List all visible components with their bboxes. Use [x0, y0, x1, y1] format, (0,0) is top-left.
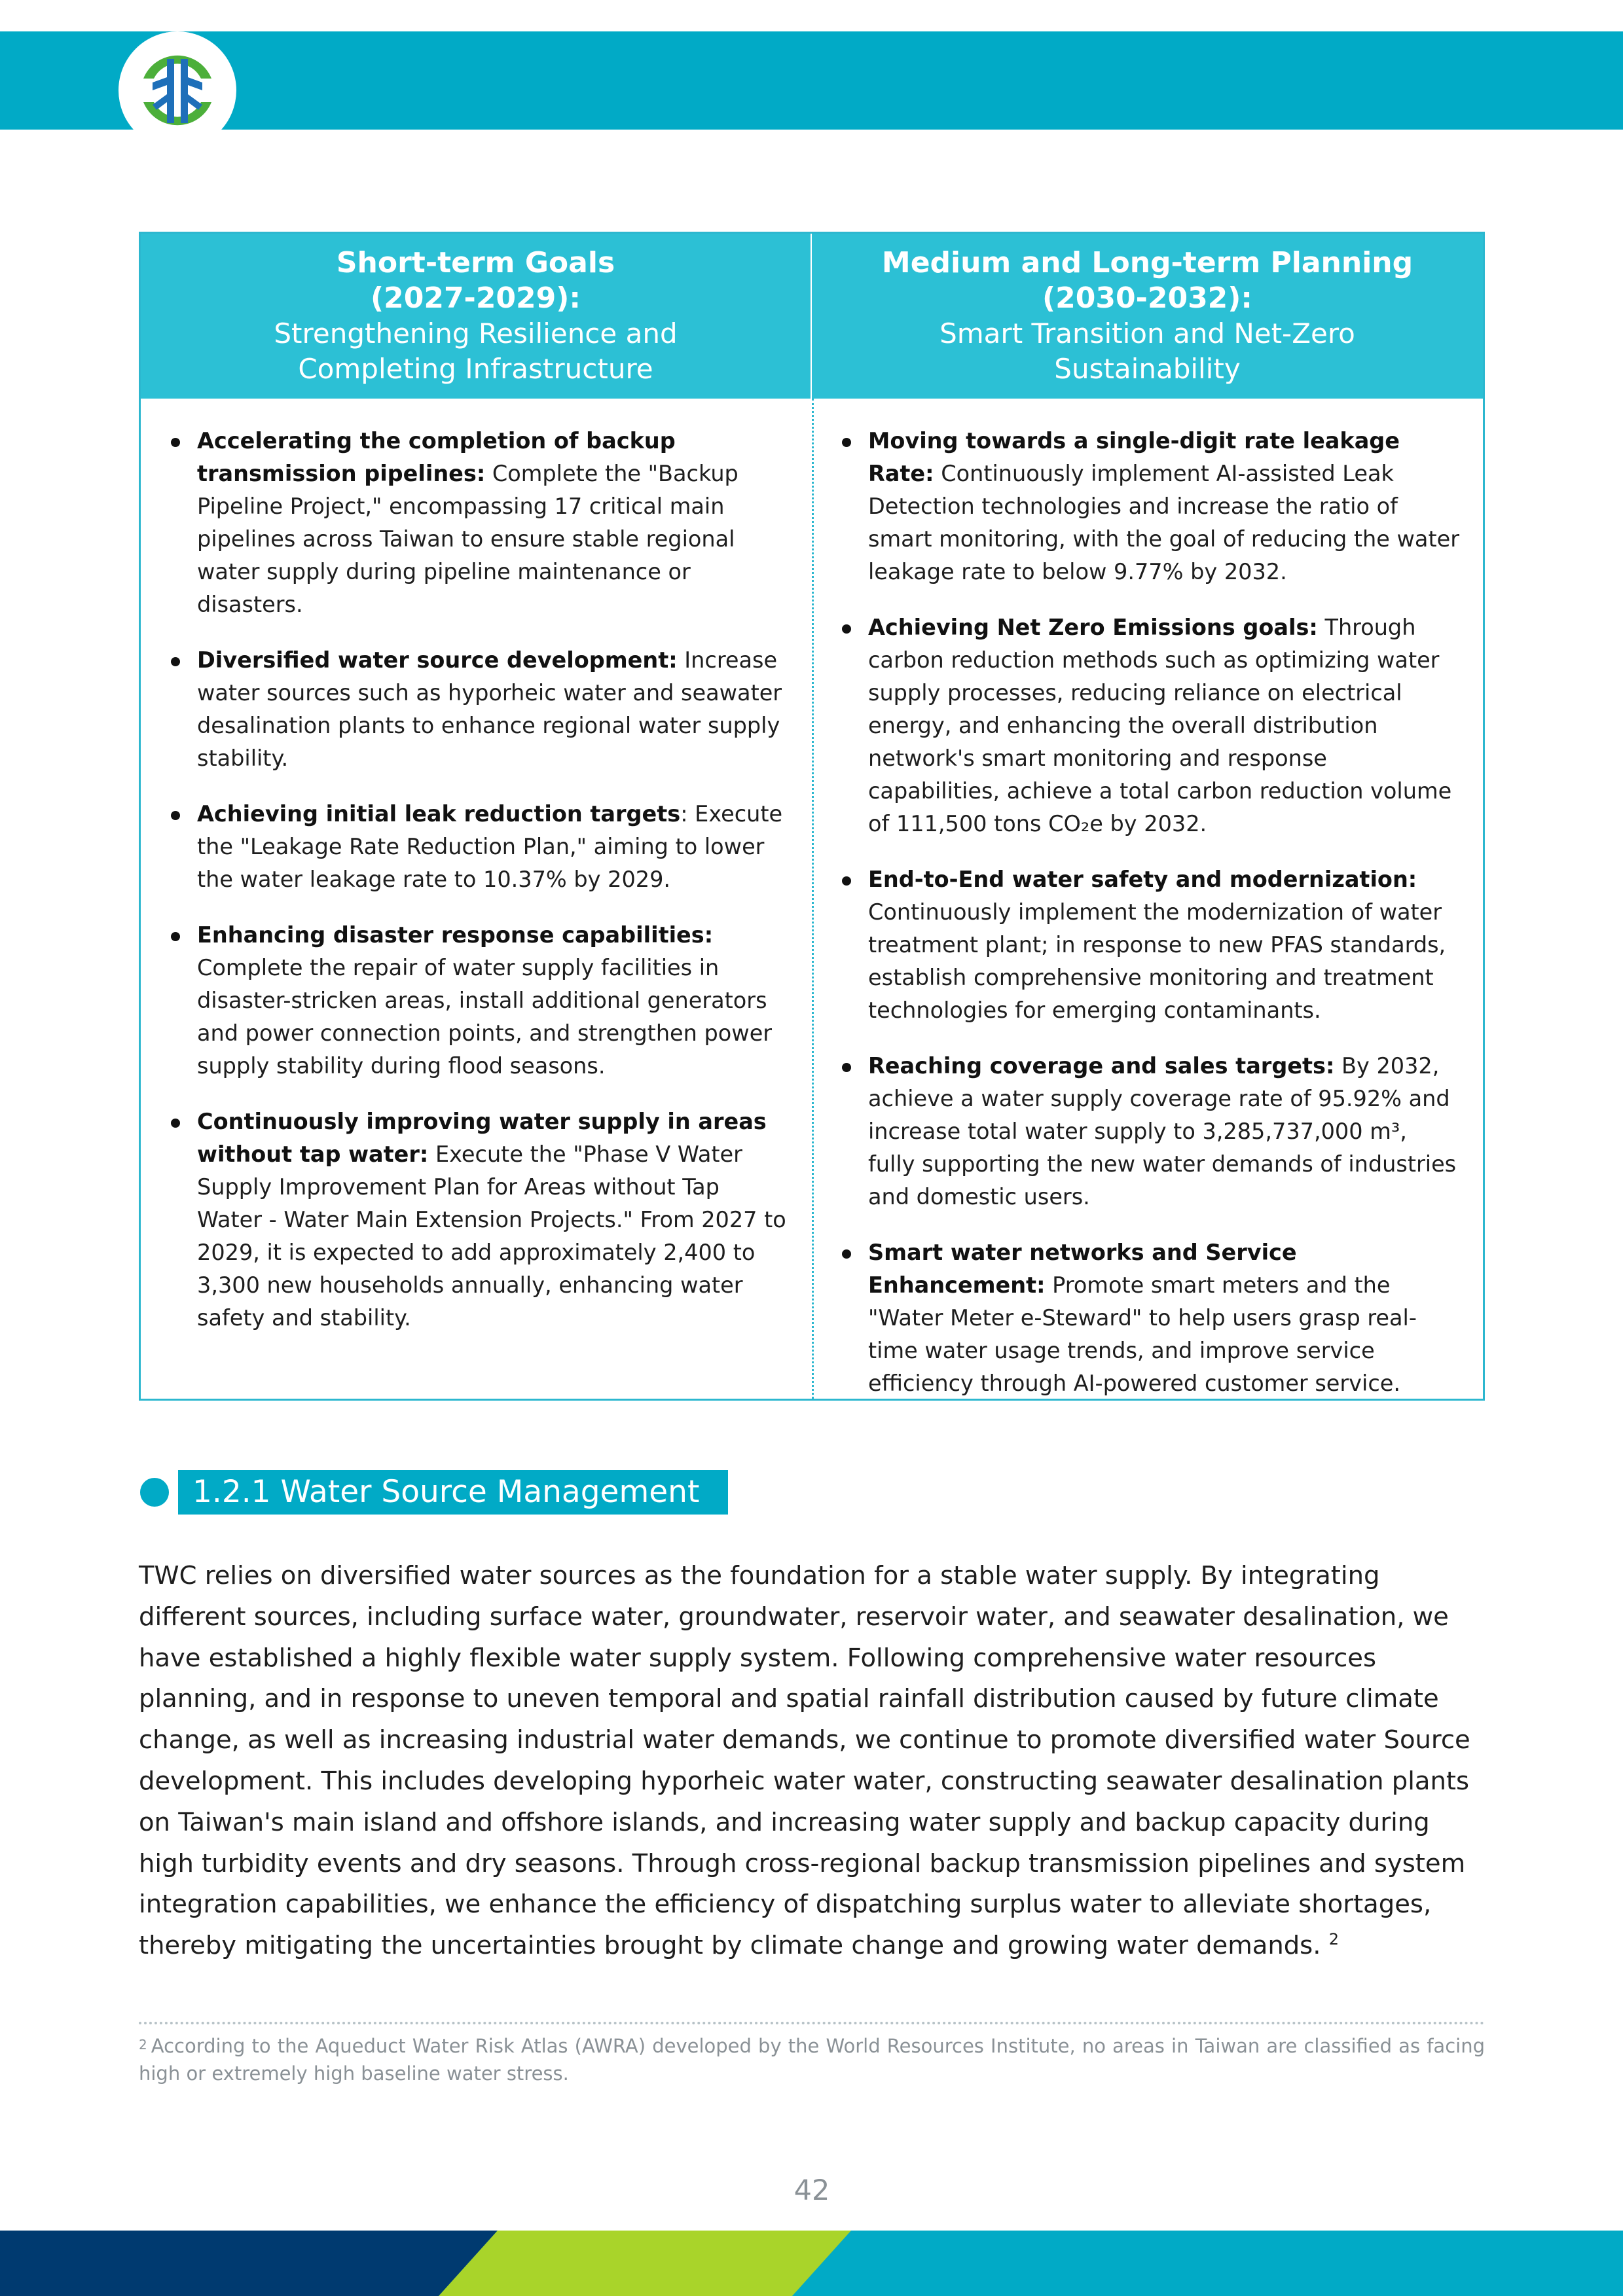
- item-text: Continuously implement AI-assisted Leak Detection technologies and increase the ratio of smart monitoring, with the goal of reducing the water leakage rate to below 9.77% by 2032.: [868, 461, 1459, 584]
- footnote-divider: [139, 2022, 1485, 2024]
- short-term-title: Short-term Goals (2027-2029):: [336, 246, 615, 315]
- item-text: Through carbon reduction methods such as optimizing water supply processes, reducing reliance on electrical energy, and enhancing the overall distribution network's smart monitoring and response capabilities, achieve a total carbon reduction volume of 111,500 tons CO₂e by 2032.: [868, 615, 1452, 836]
- long-term-column: [838, 425, 1460, 1423]
- item-heading: Moving towards a single-digit rate leakage Rate:: [868, 428, 1400, 486]
- short-term-subtitle: Strengthening Resilience and Completing Infrastructure: [274, 317, 678, 385]
- short-term-header: [141, 234, 812, 399]
- body-paragraph: [139, 1556, 1485, 1967]
- list-item: [838, 863, 1460, 1027]
- list-item: [838, 425, 1460, 588]
- long-term-header: [812, 234, 1483, 399]
- footnote-mark: 2: [139, 2037, 147, 2053]
- item-heading: Achieving Net Zero Emissions goals:: [868, 615, 1318, 640]
- item-heading: Continuously improving water supply in areas without tap water:: [197, 1109, 767, 1167]
- item-text: Promote smart meters and the "Water Meter e-Steward" to help users grasp real-time water usage trends, and improve service efficiency through AI-powered customer service.: [868, 1272, 1417, 1396]
- list-item: [838, 1236, 1460, 1400]
- list-item: [167, 644, 789, 775]
- item-text: : Execute the "Leakage Rate Reduction Plan," aiming to lower the water leakage rate to 10.37% by 2029.: [197, 801, 783, 892]
- body-text: TWC relies on diversified water sources as the foundation for a stable water supply. By integrating different sources, including surface water, groundwater, reservoir water, and seawater desalination, we have established a highly flexible water supply system. Following comprehensive water resources planning, and in response to uneven temporal and spatial rainfall distribution caused by future climate change, as well as increasing industrial water demands, we continue to promote diversified water Source development. This includes developing hyporheic water water, constructing seawater desalination plants on Taiwan's main island and offshore islands, and increasing water supply and backup capacity during high turbidity events and dry seasons. Through cross-regional backup transmission pipelines and system integration capabilities, we enhance the efficiency of dispatching surplus water to alleviate shortages, thereby mitigating the uncertainties brought by climate change and growing water demands.: [139, 1561, 1470, 1961]
- list-item: [167, 425, 789, 621]
- long-term-title: Medium and Long-term Planning (2030-2032):: [881, 246, 1413, 315]
- long-term-subtitle: Smart Transition and Net-Zero Sustainability: [939, 317, 1355, 385]
- section-bullet-icon: [140, 1478, 169, 1507]
- list-item: [838, 1050, 1460, 1213]
- item-text: Complete the repair of water supply facilities in disaster-stricken areas, install additional generators and power connection points, and strengthen power supply stability during flood seasons.: [197, 955, 773, 1079]
- footnote: [139, 2032, 1485, 2087]
- column-divider: [812, 399, 814, 1399]
- item-text: By 2032, achieve a water supply coverage rate of 95.92% and increase total water supply to 3,285,737,000 m³, fully supporting the new water demands of industries and domestic users.: [868, 1053, 1457, 1210]
- item-heading: End-to-End water safety and modernization:: [868, 867, 1417, 892]
- item-text: Execute the "Phase V Water Supply Improvement Plan for Areas without Tap Water - Water Main Extension Projects." From 2027 to 2029, it is expected to add approximately 2,400 to 3,300 new households annually, enhancing water safety and stability.: [197, 1141, 786, 1331]
- footnote-reference: 2: [1328, 1930, 1340, 1949]
- item-heading: Accelerating the completion of backup transmission pipelines:: [197, 428, 676, 486]
- footer-band: [0, 2231, 1623, 2296]
- item-heading: Enhancing disaster response capabilities:: [197, 922, 714, 948]
- table-header: [141, 234, 1483, 399]
- section-title: 1.2.1 Water Source Management: [178, 1470, 728, 1515]
- page-number: 42: [793, 2174, 830, 2207]
- item-heading: Smart water networks and Service Enhancement:: [868, 1240, 1297, 1298]
- item-text: Complete the "Backup Pipeline Project," encompassing 17 critical main pipelines across Taiwan to ensure stable regional water supply during pipeline maintenance or disasters.: [197, 461, 739, 617]
- item-text: Continuously implement the modernization of water treatment plant; in response to new PFAS standards, establish comprehensive monitoring and treatment technologies for emerging contaminants.: [868, 899, 1446, 1023]
- header-band: [0, 31, 1623, 130]
- list-item: [838, 611, 1460, 840]
- goals-table: [139, 232, 1485, 1401]
- twc-logo-icon: [119, 31, 236, 149]
- item-heading: Reaching coverage and sales targets:: [868, 1053, 1335, 1079]
- short-term-column: [167, 425, 789, 1357]
- list-item: [167, 919, 789, 1083]
- item-text: Increase water sources such as hyporheic water and seawater desalination plants to enhance regional water supply stability.: [197, 647, 782, 771]
- item-heading: Diversified water source development:: [197, 647, 678, 673]
- item-heading: Achieving initial leak reduction targets: [197, 801, 681, 827]
- footnote-text: According to the Aqueduct Water Risk Atlas (AWRA) developed by the World Resources Institute, no areas in Taiwan are classified as facing high or extremely high baseline water stress.: [139, 2035, 1485, 2085]
- list-item: [167, 1105, 789, 1335]
- list-item: [167, 798, 789, 896]
